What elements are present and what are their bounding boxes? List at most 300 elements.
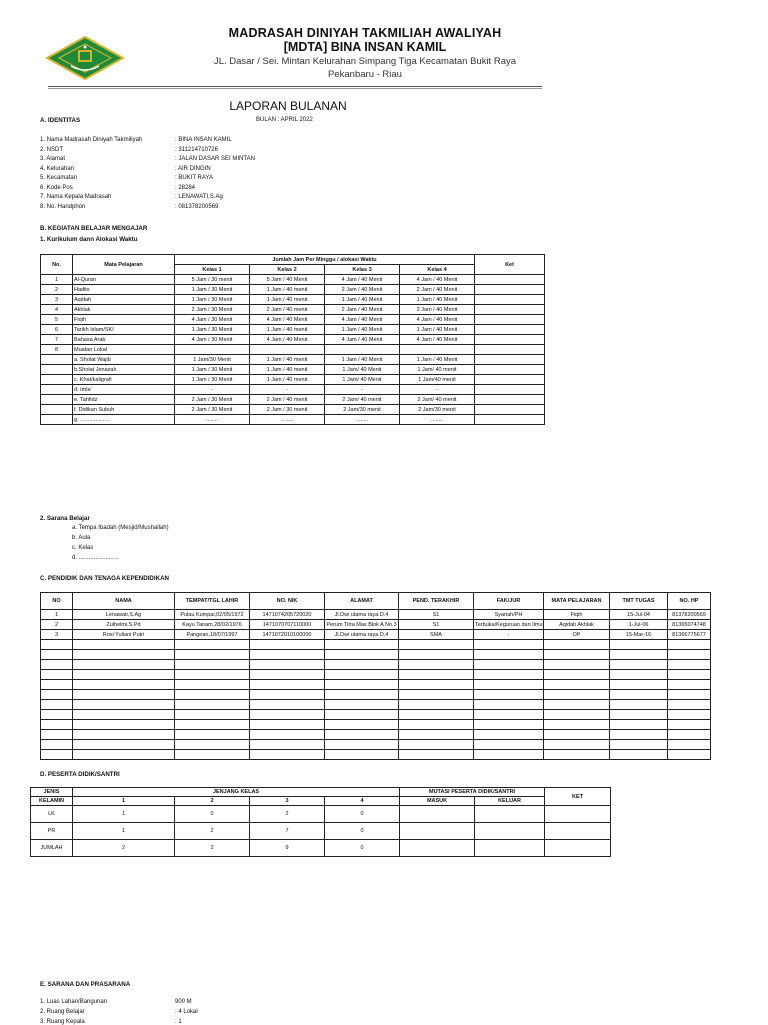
table-cell — [325, 730, 399, 740]
row-kelas-2: 2 — [175, 823, 250, 840]
table-row — [41, 385, 545, 395]
table-cell — [73, 730, 175, 740]
table-cell — [175, 640, 250, 650]
row-jam-kelas-2: 1 Jam / 40 menit — [250, 365, 325, 375]
table-cell — [474, 640, 544, 650]
row-ket — [475, 415, 545, 425]
row-no — [41, 415, 73, 425]
table-cell — [250, 730, 325, 740]
table-cell — [325, 670, 399, 680]
col-kelas-2: Kelas 2 — [250, 265, 325, 275]
table-cell: S1 — [399, 620, 474, 630]
table-cell — [250, 670, 325, 680]
table-row — [41, 345, 545, 355]
row-jam-kelas-3: ........ — [325, 415, 400, 425]
col-mapel: Mata Pelajaran — [73, 255, 175, 275]
table-row — [41, 305, 545, 315]
table-cell — [474, 680, 544, 690]
table-cell — [544, 640, 610, 650]
row-no: 6 — [41, 325, 73, 335]
table-row — [41, 395, 545, 405]
header-divider-thin — [48, 88, 542, 89]
table-cell: SMA — [399, 630, 474, 640]
col-kelas-4: 4 — [325, 797, 400, 806]
table-cell — [474, 700, 544, 710]
row-kelas-4: 0 — [325, 806, 400, 823]
sarana-prasarana-heading: E. SARANA DAN PRASARANA — [40, 981, 131, 988]
table-row — [41, 620, 711, 630]
table-row-empty — [41, 750, 711, 760]
sarana-prasarana-row — [40, 999, 192, 1005]
row-no: 3 — [41, 295, 73, 305]
table-cell — [175, 680, 250, 690]
identitas-row — [40, 166, 211, 172]
table-cell: 1471072010100000 — [250, 630, 325, 640]
row-kelas-1: 2 — [73, 840, 175, 857]
table-cell: Fiqih — [544, 610, 610, 620]
table-cell — [610, 740, 668, 750]
col-kelamin: KELAMIN — [31, 797, 73, 806]
table-cell — [610, 700, 668, 710]
table-cell — [474, 710, 544, 720]
table-row — [41, 375, 545, 385]
table-cell — [41, 690, 73, 700]
table-cell: Aqidah Akhlak — [544, 620, 610, 630]
table-cell — [544, 660, 610, 670]
table-cell — [474, 670, 544, 680]
row-jam-kelas-2: 2 Jam / 40 menit — [250, 395, 325, 405]
table-row-empty — [41, 700, 711, 710]
table-cell — [41, 730, 73, 740]
row-jam-kelas-1: 4 Jam / 30 Menit — [175, 315, 250, 325]
table-cell — [175, 740, 250, 750]
row-mapel: d. Imla' — [73, 385, 175, 395]
sarana-prasarana-value: : 4 Lokal — [175, 1009, 198, 1015]
row-jam-kelas-1: 1 Jam/30 Menit — [175, 355, 250, 365]
row-kelas-2: 2 — [175, 840, 250, 857]
table-cell — [474, 690, 544, 700]
table-row-empty — [41, 660, 711, 670]
col-kelas-1: 1 — [73, 797, 175, 806]
row-jam-kelas-2: - — [250, 385, 325, 395]
col-pend-terakhir: PEND. TERAKHIR — [399, 593, 474, 610]
table-cell — [175, 710, 250, 720]
col-masuk: MASUK — [400, 797, 475, 806]
row-ket — [475, 345, 545, 355]
table-cell — [175, 690, 250, 700]
col-alamat: ALAMAT — [325, 593, 399, 610]
table-cell — [610, 710, 668, 720]
table-cell — [544, 730, 610, 740]
table-cell — [325, 680, 399, 690]
table-cell: 3 — [41, 630, 73, 640]
pendidik-table — [40, 592, 711, 760]
row-mapel: Al-Quran — [73, 275, 175, 285]
table-cell: 81365074748 — [668, 620, 711, 630]
table-cell — [399, 740, 474, 750]
table-cell — [41, 670, 73, 680]
table-cell — [250, 700, 325, 710]
row-jam-kelas-2: 1 Jam / 40 menit — [250, 355, 325, 365]
table-cell — [41, 640, 73, 650]
table-cell: 15-Jul-04 — [610, 610, 668, 620]
identitas-value: : LENAWATI,S.Ag — [175, 194, 223, 200]
header-city: Pekanbaru - Riau — [328, 69, 402, 80]
table-cell — [399, 640, 474, 650]
col-jam: Jumlah Jam Per Minggu / alokasi Waktu — [175, 255, 475, 265]
table-cell — [474, 730, 544, 740]
row-kelas-3: 9 — [250, 840, 325, 857]
table-cell — [399, 730, 474, 740]
identitas-key: 1. Nama Madrasah Diniyah Takmiliyah — [40, 137, 143, 143]
table-cell: 1 — [41, 610, 73, 620]
table-cell: Pulau Kumpai,02/05/1972 — [175, 610, 250, 620]
identitas-key: 3. Alamat — [40, 156, 66, 162]
col-kelas-3: Kelas 3 — [325, 265, 400, 275]
identitas-key: 6. Kode Pos — [40, 184, 73, 191]
row-mapel: Aqidah — [73, 295, 175, 305]
row-jam-kelas-4: 1 Jam/ 40 menit — [400, 365, 475, 375]
table-cell — [325, 750, 399, 760]
table-cell: Lenawati,S.Ag — [73, 610, 175, 620]
table-cell — [175, 660, 250, 670]
table-cell — [250, 720, 325, 730]
table-cell — [250, 710, 325, 720]
sarana-prasarana-value: : 1 — [175, 1019, 182, 1025]
identitas-row — [40, 147, 218, 153]
table-row-empty — [41, 640, 711, 650]
table-cell — [73, 640, 175, 650]
row-keluar — [475, 806, 545, 823]
table-row — [41, 325, 545, 335]
sarana-prasarana-value: 900 M — [175, 999, 192, 1005]
table-cell — [41, 720, 73, 730]
identitas-value: : JALAN DASAR SEI MINTAN — [175, 156, 255, 162]
row-kelas-2: 0 — [175, 806, 250, 823]
table-cell — [474, 750, 544, 760]
table-cell: Jl.Dwi utama raya D.4 — [325, 630, 399, 640]
row-jam-kelas-3: 1 Jam/ 40 Menit — [325, 365, 400, 375]
table-row — [31, 806, 611, 823]
col-nama: NAMA — [73, 593, 175, 610]
table-cell — [610, 720, 668, 730]
table-row — [41, 405, 545, 415]
row-jam-kelas-1: ........ — [175, 415, 250, 425]
header-address: JL. Dasar / Sei. Mintan Kelurahan Simpang Tiga Kecamatan Bukit Raya — [213, 56, 517, 67]
row-jam-kelas-4: 2 Jam/ 40 menit — [400, 395, 475, 405]
row-mapel: Tarikh Islam/SKI — [73, 325, 175, 335]
row-mapel: a. Sholat Wajib — [73, 355, 175, 365]
table-cell — [544, 670, 610, 680]
identitas-row — [40, 156, 255, 162]
table-cell — [325, 690, 399, 700]
table-row — [41, 285, 545, 295]
sarana-prasarana-row — [40, 1009, 198, 1015]
table-cell — [610, 690, 668, 700]
table-cell — [325, 720, 399, 730]
table-cell: 1471074205720020 — [250, 610, 325, 620]
table-cell — [41, 650, 73, 660]
table-cell — [399, 660, 474, 670]
table-cell — [610, 640, 668, 650]
identitas-row — [40, 175, 213, 181]
row-no — [41, 365, 73, 375]
table-cell: Jl.Dwi utama raya D.4 — [325, 610, 399, 620]
row-jam-kelas-4: 2 Jam / 40 Menit — [400, 305, 475, 315]
kbm-subheading: 1. Kurikulum dann Alokasi Waktu — [40, 236, 138, 243]
col-no-nik: NO. NIK — [250, 593, 325, 610]
identitas-heading: A. IDENTITAS — [40, 117, 81, 124]
row-jam-kelas-2: 4 Jam / 40 Menit — [250, 315, 325, 325]
table-cell: 1-Jul-06 — [610, 620, 668, 630]
col-mata-pelajaran: MATA PELAJARAN — [544, 593, 610, 610]
table-row-empty — [41, 670, 711, 680]
identitas-row — [40, 194, 223, 200]
table-cell — [544, 650, 610, 660]
row-jam-kelas-3: 4 Jam / 40 Menit — [325, 315, 400, 325]
table-cell — [610, 730, 668, 740]
identitas-key: 8. No. Handphon — [40, 203, 86, 210]
sarana-prasarana-key: 1. Luas Lahan/Bangunan — [40, 999, 108, 1005]
row-jam-kelas-3: 1 Jam / 40 Menit — [325, 355, 400, 365]
row-mapel: Akhlak — [73, 305, 175, 315]
row-ket — [545, 840, 611, 857]
row-mapel: f. Didikan Subuh — [73, 405, 175, 415]
table-row — [41, 630, 711, 640]
row-jam-kelas-2: 1 Jam / 40 menit — [250, 295, 325, 305]
table-cell — [399, 750, 474, 760]
table-cell — [610, 680, 668, 690]
col-tmt-tugas: TMT TUGAS — [610, 593, 668, 610]
table-cell — [474, 720, 544, 730]
table-cell — [544, 710, 610, 720]
row-jam-kelas-1 — [175, 345, 250, 355]
table-cell — [73, 750, 175, 760]
table-row — [41, 315, 545, 325]
table-cell: 81366775677 — [668, 630, 711, 640]
row-mapel: Fiqih — [73, 315, 175, 325]
table-row — [41, 365, 545, 375]
table-cell — [250, 640, 325, 650]
row-jam-kelas-1: 2 Jam / 30 Menit — [175, 405, 250, 415]
table-cell — [610, 660, 668, 670]
table-cell — [73, 740, 175, 750]
sarana-prasarana-key: 2. Ruang Belajar — [40, 1009, 85, 1015]
table-row — [31, 823, 611, 840]
identitas-value: : BINA INSAN KAMIL — [175, 137, 232, 143]
row-jam-kelas-4: - — [400, 385, 475, 395]
table-cell — [175, 670, 250, 680]
table-cell: Kayu Tanam,28/02/1976 — [175, 620, 250, 630]
table-cell — [668, 640, 711, 650]
kbm-heading: B. KEGIATAN BELAJAR MENGAJAR — [40, 225, 148, 232]
table-cell — [250, 750, 325, 760]
table-cell — [610, 670, 668, 680]
table-cell: - — [474, 630, 544, 640]
row-mapel: c. Khat/kaligrafi — [73, 375, 175, 385]
row-kelas-3: 7 — [250, 823, 325, 840]
row-keluar — [475, 840, 545, 857]
table-row-empty — [41, 680, 711, 690]
table-cell: S1 — [399, 610, 474, 620]
sarana-belajar-item: a. Tempa Ibadah (Mesjid/Mushallah) — [72, 525, 169, 531]
table-cell: 81378200569 — [668, 610, 711, 620]
row-jam-kelas-1: 4 Jam / 30 Menit — [175, 335, 250, 345]
row-ket — [475, 395, 545, 405]
table-cell — [399, 720, 474, 730]
table-cell — [250, 660, 325, 670]
identitas-value: : 081378200569 — [175, 203, 219, 210]
row-label: JUMLAH — [31, 840, 73, 857]
col-fak-jur: FAK/JUR — [474, 593, 544, 610]
row-mapel: g. ................... — [73, 415, 175, 425]
row-label: PR — [31, 823, 73, 840]
table-cell — [73, 680, 175, 690]
row-jam-kelas-3: 2 Jam/ 40 menit — [325, 395, 400, 405]
report-title: LAPORAN BULANAN — [229, 99, 347, 113]
row-keluar — [475, 823, 545, 840]
row-jam-kelas-2: ........ — [250, 415, 325, 425]
table-cell — [41, 740, 73, 750]
table-cell — [668, 660, 711, 670]
row-jam-kelas-2: 2 Jam / 40 menit — [250, 305, 325, 315]
row-jam-kelas-4: 4 Jam / 40 Menit — [400, 315, 475, 325]
table-cell — [668, 730, 711, 740]
table-row-empty — [41, 730, 711, 740]
col-keluar: KELUAR — [475, 797, 545, 806]
row-masuk — [400, 823, 475, 840]
table-cell — [610, 650, 668, 660]
table-cell — [175, 650, 250, 660]
row-no: 5 — [41, 315, 73, 325]
col-ket: Ket — [475, 255, 545, 275]
row-no: 8 — [41, 345, 73, 355]
row-jam-kelas-2: 1 Jam / 40 menit — [250, 325, 325, 335]
table-cell — [399, 700, 474, 710]
row-kelas-4: 0 — [325, 823, 400, 840]
identitas-key: 7. Nama Kepala Madrasah — [40, 194, 112, 200]
row-ket — [475, 355, 545, 365]
row-jam-kelas-2: 4 Jam / 40 Menit — [250, 335, 325, 345]
row-jam-kelas-2: 2 Jam / 30 menit — [250, 405, 325, 415]
table-cell: Zulhelmi,S.Pd — [73, 620, 175, 630]
table-cell: Rosi Yuliani Putri — [73, 630, 175, 640]
table-cell: 1471070707110000 — [250, 620, 325, 630]
identitas-value: : AIR DINGIN — [175, 165, 211, 172]
col-kelas-3: 3 — [250, 797, 325, 806]
row-ket — [475, 325, 545, 335]
identitas-key: 2. NSDT — [40, 146, 64, 153]
row-no: 7 — [41, 335, 73, 345]
row-jam-kelas-1: 1 Jam / 30 Menit — [175, 285, 250, 295]
row-ket — [545, 806, 611, 823]
row-jam-kelas-4: 2 Jam/30 menit — [400, 405, 475, 415]
row-jam-kelas-3: 1 Jam / 40 Menit — [325, 295, 400, 305]
table-cell — [41, 700, 73, 710]
row-ket — [475, 375, 545, 385]
table-cell — [544, 680, 610, 690]
table-cell — [41, 750, 73, 760]
row-kelas-1: 1 — [73, 806, 175, 823]
row-jam-kelas-4: 1 Jam / 40 Menit — [400, 355, 475, 365]
table-cell — [668, 690, 711, 700]
table-cell — [399, 680, 474, 690]
table-cell — [668, 740, 711, 750]
row-jam-kelas-3: 2 Jam / 40 Menit — [325, 285, 400, 295]
table-cell: 2 — [41, 620, 73, 630]
sarana-prasarana-row — [40, 1019, 182, 1025]
row-mapel: e. Tahfidz — [73, 395, 175, 405]
table-row — [41, 335, 545, 345]
row-no — [41, 405, 73, 415]
table-cell — [668, 650, 711, 660]
identitas-value: : BUKIT RAYA — [175, 175, 214, 181]
table-row-empty — [41, 720, 711, 730]
identitas-key: 5. Kecamatan — [40, 175, 78, 181]
pendidik-heading: C. PENDIDIK DAN TENAGA KEPENDIDIKAN — [40, 575, 170, 582]
row-kelas-1: 1 — [73, 823, 175, 840]
row-ket — [475, 285, 545, 295]
table-row — [41, 355, 545, 365]
table-row — [41, 275, 545, 285]
table-cell — [399, 670, 474, 680]
kurikulum-table — [40, 254, 545, 425]
table-cell: OP — [544, 630, 610, 640]
identitas-row — [40, 137, 232, 143]
table-cell — [668, 700, 711, 710]
sarana-belajar-item: c. Kelas — [72, 545, 94, 551]
row-ket — [475, 365, 545, 375]
col-jenjang: JENJANG KELAS — [73, 788, 400, 797]
table-cell — [610, 750, 668, 760]
table-cell — [250, 680, 325, 690]
table-cell — [325, 650, 399, 660]
table-row — [31, 840, 611, 857]
row-jam-kelas-3: 4 Jam / 40 Menit — [325, 275, 400, 285]
table-row-empty — [41, 690, 711, 700]
table-cell — [73, 690, 175, 700]
table-row — [41, 295, 545, 305]
table-cell — [544, 690, 610, 700]
row-masuk — [400, 806, 475, 823]
table-cell: Terbuka/Keguruan dan Ilmu — [475, 621, 543, 628]
row-kelas-4: 0 — [325, 840, 400, 857]
table-row — [41, 415, 545, 425]
table-cell — [41, 680, 73, 690]
col-kelas-2: 2 — [175, 797, 250, 806]
row-ket — [475, 405, 545, 415]
row-no — [41, 385, 73, 395]
row-jam-kelas-4: 2 Jam / 40 Menit — [400, 285, 475, 295]
row-mapel: Hadits — [73, 285, 175, 295]
table-cell — [73, 670, 175, 680]
row-jam-kelas-2: 1 Jam / 40 menit — [250, 375, 325, 385]
row-masuk — [400, 840, 475, 857]
row-jam-kelas-1: 1 Jam / 30 Menit — [175, 365, 250, 375]
table-cell — [325, 660, 399, 670]
table-cell — [175, 700, 250, 710]
table-cell — [668, 710, 711, 720]
col-no: No. — [41, 255, 73, 275]
table-cell — [474, 740, 544, 750]
bulan-label: BULAN : APRIL 2022 — [256, 117, 313, 123]
table-cell — [41, 710, 73, 720]
header-divider — [48, 86, 542, 87]
row-jam-kelas-4: 1 Jam/40 menit — [400, 375, 475, 385]
table-cell — [544, 700, 610, 710]
col-kelas-1: Kelas 1 — [175, 265, 250, 275]
row-jam-kelas-1: - — [175, 385, 250, 395]
